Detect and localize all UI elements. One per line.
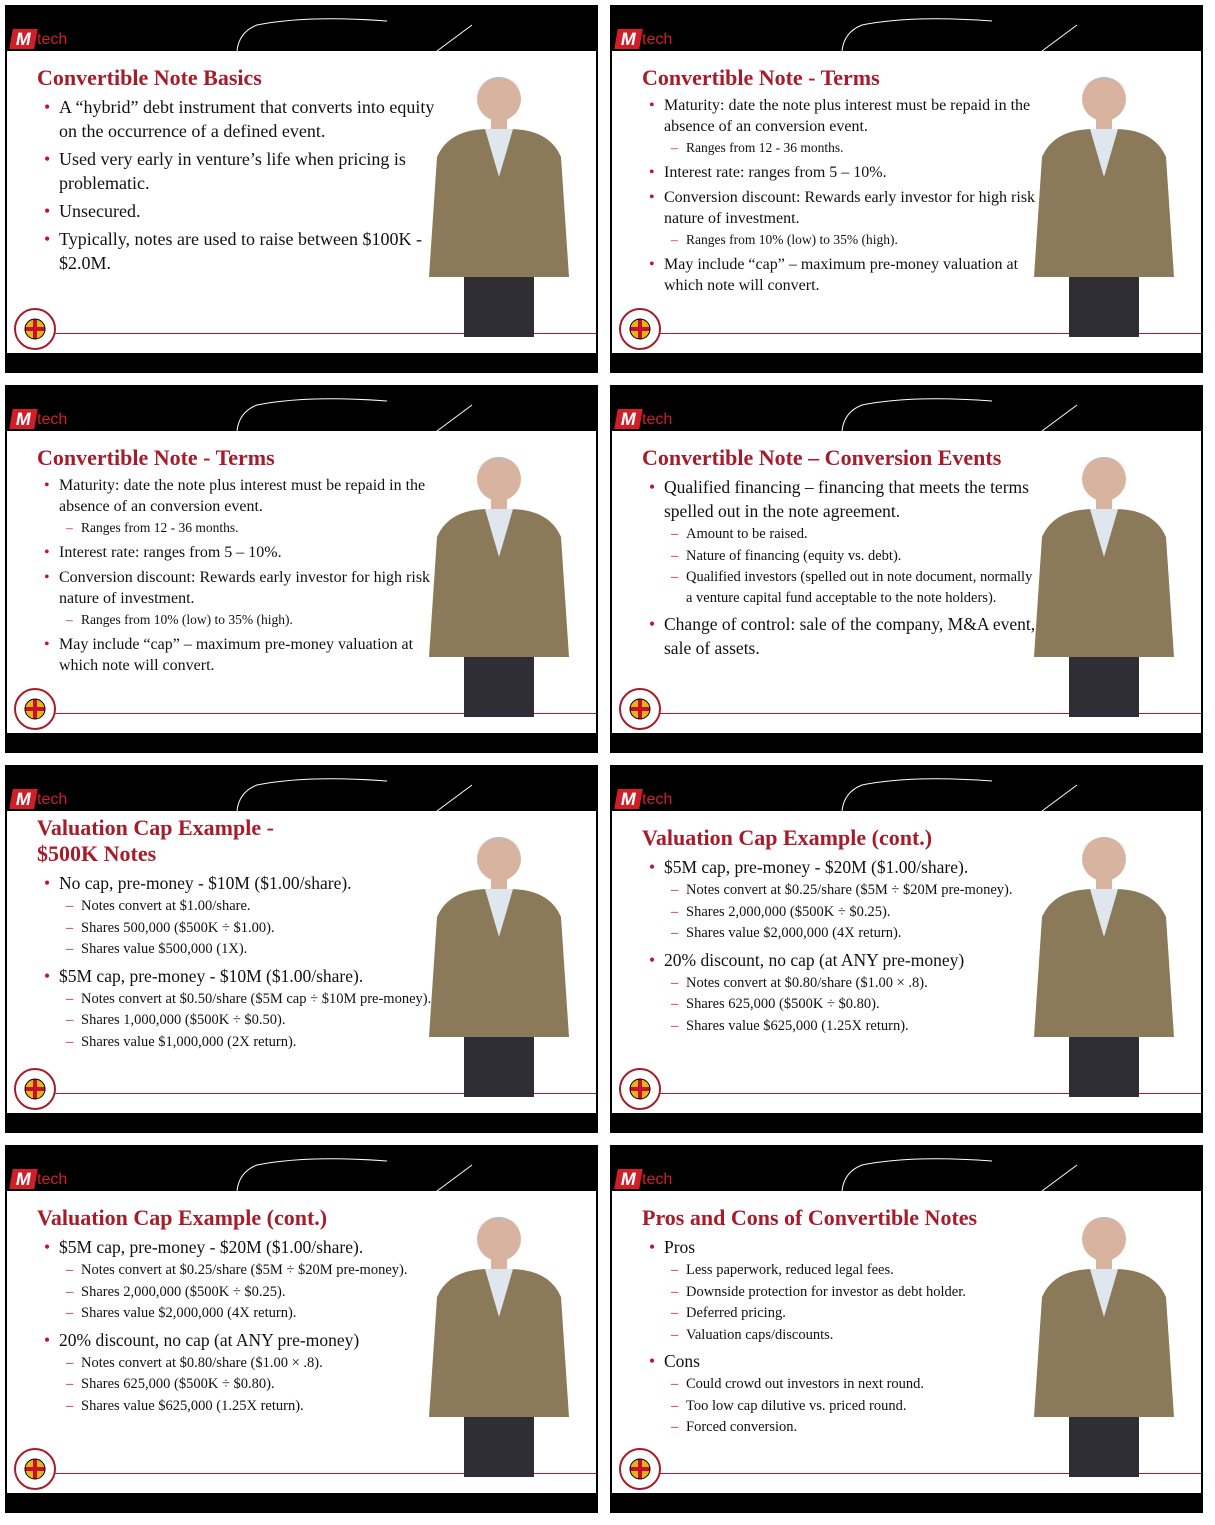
slide-footer-bar <box>612 733 1201 751</box>
sub-bullet-item: – Notes convert at $0.80/share ($1.00 × .8). <box>664 973 1042 994</box>
mtech-logo: M tech <box>616 787 672 809</box>
bullet-item: • No cap, pre-money - $10M ($1.00/share). – Notes convert at $1.00/share. – Shares 500,000 ($500K ÷ $1.00). – Shares value $500,000 (1X). <box>37 871 437 960</box>
mtech-logo: M tech <box>616 407 672 429</box>
bullet-item: • $5M cap, pre-money - $20M ($1.00/share). – Notes convert at $0.25/share ($5M ÷ $20M pre-money). – Shares 2,000,000 ($500K ÷ $0.25). – Shares value $2,000,000 (4X return). <box>37 1235 437 1324</box>
bullet-item: • Unsecured. <box>37 199 437 223</box>
university-of-maryland-seal-icon <box>13 687 57 731</box>
slide-header-bar <box>7 387 596 431</box>
swoosh-decoration <box>612 1147 1203 1191</box>
sub-bullet-item: – Shares 625,000 ($500K ÷ $0.80). <box>59 1374 437 1395</box>
sub-bullet-item: – Notes convert at $1.00/share. <box>59 896 437 917</box>
sub-bullet-item: – Notes convert at $0.50/share ($5M cap ÷ $10M pre-money). <box>59 989 437 1010</box>
presenter-video <box>1024 827 1184 1097</box>
slide-footer-bar <box>612 1493 1201 1511</box>
mtech-logo: M tech <box>11 407 67 429</box>
bullet-list <box>37 1235 437 1416</box>
slide-title: Convertible Note - Terms <box>642 65 880 90</box>
slide-title: Valuation Cap Example (cont.) <box>642 825 933 850</box>
swoosh-decoration <box>612 7 1203 51</box>
bullet-item: • Conversion discount: Rewards early investor for high risk nature of investment. – Ranges from 10% (low) to 35% (high). <box>642 187 1042 250</box>
bullet-item: • A “hybrid” debt instrument that converts into equity on the occurrence of a defined event. <box>37 95 437 143</box>
slide-header-bar <box>7 767 596 811</box>
sub-bullet-item: – Shares value $2,000,000 (4X return). <box>59 1303 437 1324</box>
bullet-item: • $5M cap, pre-money - $20M ($1.00/share). – Notes convert at $0.25/share ($5M ÷ $20M pre-money). – Shares 2,000,000 ($500K ÷ $0.25). – Shares value $2,000,000 (4X return). <box>642 855 1042 944</box>
mtech-logo: M tech <box>11 1167 67 1189</box>
sub-bullet-item: – Deferred pricing. <box>664 1303 1042 1324</box>
slide-title: Convertible Note - Terms <box>37 445 275 470</box>
slide-valuation-cap-example-cont <box>610 765 1203 1133</box>
slide-convertible-note-basics <box>5 5 598 373</box>
bullet-item: • 20% discount, no cap (at ANY pre-money) – Notes convert at $0.80/share ($1.00 × .8). – Shares 625,000 ($500K ÷ $0.80). – Shares value $625,000 (1.25X return). <box>37 1328 437 1417</box>
swoosh-decoration <box>612 387 1203 431</box>
sub-bullet-item: – Shares value $2,000,000 (4X return). <box>664 923 1042 944</box>
university-of-maryland-seal-icon <box>13 307 57 351</box>
bullet-item: • Interest rate: ranges from 5 – 10%. <box>642 162 1042 183</box>
slide-header-bar <box>612 7 1201 51</box>
slide-header-bar <box>7 1147 596 1191</box>
slide-title: Valuation Cap Example (cont.) <box>37 1205 328 1230</box>
slide-footer-bar <box>7 733 596 751</box>
bullet-item: • 20% discount, no cap (at ANY pre-money) – Notes convert at $0.80/share ($1.00 × .8). – Shares 625,000 ($500K ÷ $0.80). – Shares value $625,000 (1.25X return). <box>642 948 1042 1037</box>
sub-bullet-item: – Notes convert at $0.80/share ($1.00 × .8). <box>59 1353 437 1374</box>
university-of-maryland-seal-icon <box>13 1447 57 1491</box>
sub-bullet-item: – Shares value $625,000 (1.25X return). <box>664 1016 1042 1037</box>
slide-header-bar <box>612 387 1201 431</box>
sub-bullet-item: – Amount to be raised. <box>664 524 1042 545</box>
sub-bullet-item: – Ranges from 10% (low) to 35% (high). <box>59 610 437 630</box>
mtech-logo: M tech <box>11 787 67 809</box>
sub-bullet-item: – Downside protection for investor as debt holder. <box>664 1282 1042 1303</box>
sub-bullet-item: – Shares value $625,000 (1.25X return). <box>59 1396 437 1417</box>
slide-footer-bar <box>612 353 1201 371</box>
bullet-item: • Interest rate: ranges from 5 – 10%. <box>37 542 437 563</box>
bullet-item: • $5M cap, pre-money - $10M ($1.00/share). – Notes convert at $0.50/share ($5M cap ÷ $10M pre-money). – Shares 1,000,000 ($500K ÷ $0.50). – Shares value $1,000,000 (2X return). <box>37 964 437 1053</box>
sub-bullet-item: – Ranges from 12 - 36 months. <box>59 518 437 538</box>
slide-convertible-note-terms <box>610 5 1203 373</box>
sub-bullet-item: – Less paperwork, reduced legal fees. <box>664 1260 1042 1281</box>
slide-content <box>37 65 437 279</box>
bullet-item: • Cons – Could crowd out investors in next round. – Too low cap dilutive vs. priced round. – Forced conversion. <box>642 1349 1042 1438</box>
sub-bullet-item: – Notes convert at $0.25/share ($5M ÷ $20M pre-money). <box>59 1260 437 1281</box>
bullet-list <box>37 95 437 275</box>
slide-convertible-note-terms <box>5 385 598 753</box>
slide-content <box>642 65 1042 300</box>
slide-content <box>642 445 1042 664</box>
bullet-list <box>642 475 1042 660</box>
bullet-list <box>642 1235 1042 1438</box>
bullet-item: • Used very early in venture’s life when pricing is problematic. <box>37 147 437 195</box>
swoosh-decoration <box>7 7 598 51</box>
slide-valuation-cap-example-cont <box>5 1145 598 1513</box>
sub-bullet-item: – Could crowd out investors in next round. <box>664 1374 1042 1395</box>
sub-bullet-item: – Shares 1,000,000 ($500K ÷ $0.50). <box>59 1010 437 1031</box>
university-of-maryland-seal-icon <box>618 307 662 351</box>
bullet-item: • Typically, notes are used to raise between $100K - $2.0M. <box>37 227 437 275</box>
bullet-item: • Qualified financing – financing that meets the terms spelled out in the note agreement. – Amount to be raised. – Nature of financing (equity vs. debt). – Qualified investors (spelled out in note document, normally a venture capital fund acceptable to the note holders). <box>642 475 1042 608</box>
university-of-maryland-seal-icon <box>618 1067 662 1111</box>
bullet-item: • Conversion discount: Rewards early investor for high risk nature of investment. – Ranges from 10% (low) to 35% (high). <box>37 567 437 630</box>
swoosh-decoration <box>7 767 598 811</box>
bullet-item: • Change of control: sale of the company, M&A event, sale of assets. <box>642 612 1042 660</box>
bullet-item: • Maturity: date the note plus interest must be repaid in the absence of an conversion event. – Ranges from 12 - 36 months. <box>642 95 1042 158</box>
sub-bullet-item: – Shares value $500,000 (1X). <box>59 939 437 960</box>
bullet-item: • May include “cap” – maximum pre-money valuation at which note will convert. <box>642 254 1042 296</box>
sub-bullet-item: – Nature of financing (equity vs. debt). <box>664 546 1042 567</box>
bullet-item: • Pros – Less paperwork, reduced legal fees. – Downside protection for investor as debt holder. – Deferred pricing. – Valuation caps/discounts. <box>642 1235 1042 1345</box>
slide-content <box>642 1205 1042 1442</box>
presenter-video <box>419 1207 579 1477</box>
slide-header-bar <box>612 767 1201 811</box>
bullet-list <box>37 475 437 676</box>
university-of-maryland-seal-icon <box>13 1067 57 1111</box>
bullet-list <box>642 95 1042 296</box>
presenter-video <box>1024 1207 1184 1477</box>
slide-content <box>37 1205 437 1420</box>
slide-pros-and-cons <box>610 1145 1203 1513</box>
sub-bullet-item: – Shares 625,000 ($500K ÷ $0.80). <box>664 994 1042 1015</box>
bullet-item: • Maturity: date the note plus interest must be repaid in the absence of an conversion event. – Ranges from 12 - 36 months. <box>37 475 437 538</box>
slide-title: Convertible Note – Conversion Events <box>642 445 1002 470</box>
sub-bullet-item: – Notes convert at $0.25/share ($5M ÷ $20M pre-money). <box>664 880 1042 901</box>
slide-footer-bar <box>7 353 596 371</box>
presenter-video <box>419 67 579 337</box>
sub-bullet-item: – Too low cap dilutive vs. priced round. <box>664 1396 1042 1417</box>
bullet-list <box>642 855 1042 1036</box>
mtech-logo: M tech <box>11 27 67 49</box>
slide-content <box>642 825 1042 1040</box>
presenter-video <box>419 827 579 1097</box>
university-of-maryland-seal-icon <box>618 1447 662 1491</box>
mtech-logo: M tech <box>616 27 672 49</box>
sub-bullet-item: – Shares 500,000 ($500K ÷ $1.00). <box>59 918 437 939</box>
swoosh-decoration <box>612 767 1203 811</box>
slide-header-bar <box>612 1147 1201 1191</box>
university-of-maryland-seal-icon <box>618 687 662 731</box>
slide-content <box>37 815 437 1056</box>
sub-bullet-item: – Forced conversion. <box>664 1417 1042 1438</box>
slide-title: Pros and Cons of Convertible Notes <box>642 1205 978 1230</box>
presenter-video <box>1024 447 1184 717</box>
sub-bullet-item: – Ranges from 10% (low) to 35% (high). <box>664 230 1042 250</box>
sub-bullet-item: – Shares 2,000,000 ($500K ÷ $0.25). <box>664 902 1042 923</box>
slide-valuation-cap-example <box>5 765 598 1133</box>
bullet-list <box>37 871 437 1052</box>
swoosh-decoration <box>7 387 598 431</box>
swoosh-decoration <box>7 1147 598 1191</box>
slide-header-bar <box>7 7 596 51</box>
sub-bullet-item: – Valuation caps/discounts. <box>664 1325 1042 1346</box>
slide-conversion-events <box>610 385 1203 753</box>
slide-title: Convertible Note Basics <box>37 65 262 90</box>
sub-bullet-item: – Shares 2,000,000 ($500K ÷ $0.25). <box>59 1282 437 1303</box>
slide-footer-bar <box>7 1493 596 1511</box>
sub-bullet-item: – Ranges from 12 - 36 months. <box>664 138 1042 158</box>
mtech-logo: M tech <box>616 1167 672 1189</box>
slide-title: Valuation Cap Example - $500K Notes <box>37 815 274 866</box>
presenter-video <box>419 447 579 717</box>
slide-footer-bar <box>612 1113 1201 1131</box>
sub-bullet-item: – Shares value $1,000,000 (2X return). <box>59 1032 437 1053</box>
presenter-video <box>1024 67 1184 337</box>
slide-content <box>37 445 437 680</box>
slide-footer-bar <box>7 1113 596 1131</box>
sub-bullet-item: – Qualified investors (spelled out in note document, normally a venture capital fund acceptable to the note holders). <box>664 567 1042 608</box>
bullet-item: • May include “cap” – maximum pre-money valuation at which note will convert. <box>37 634 437 676</box>
